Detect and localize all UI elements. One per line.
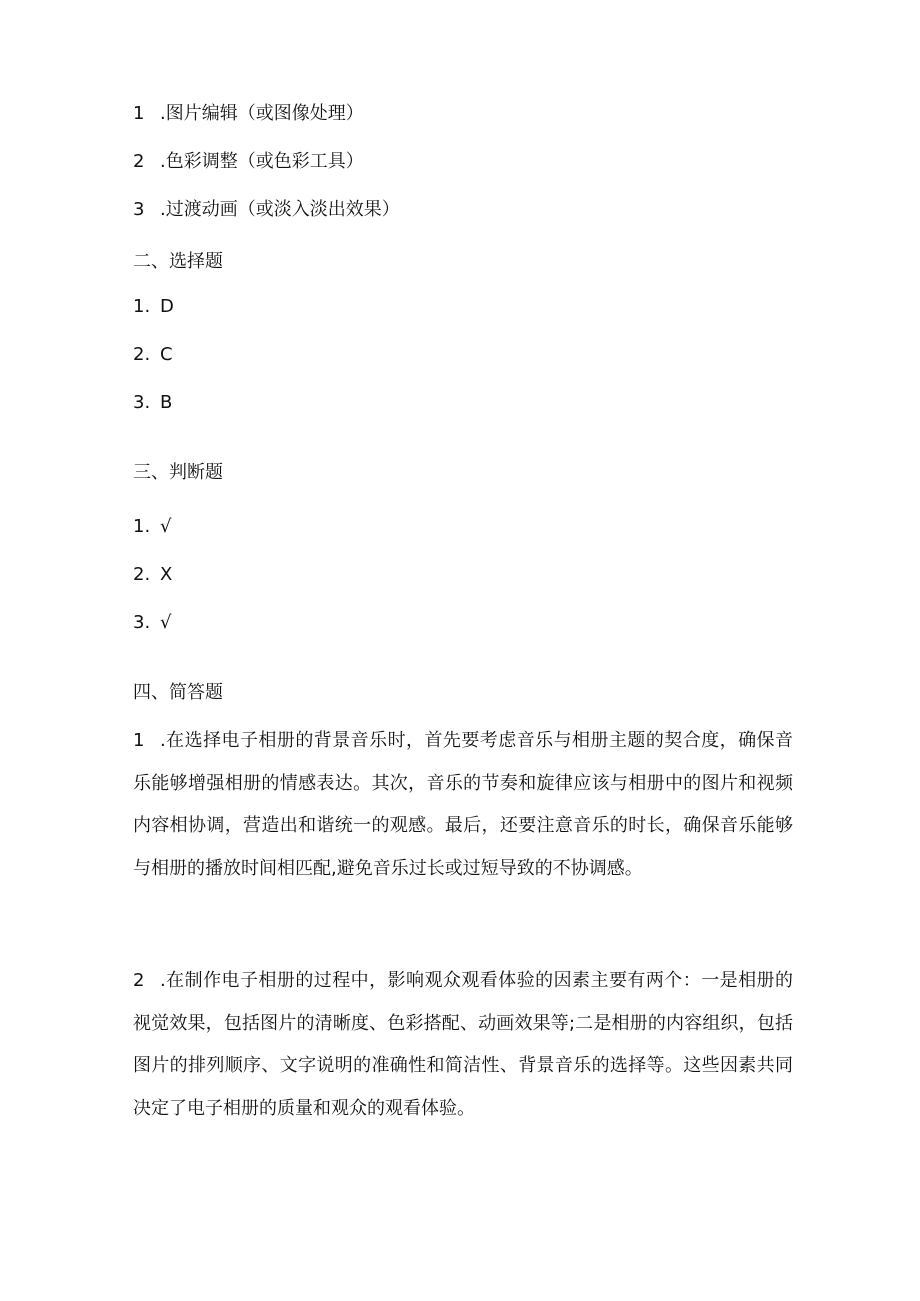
item-number: 2	[133, 970, 145, 991]
answer-text: .在选择电子相册的背景音乐时，首先要考虑音乐与相册主题的契合度，确保音乐能够增强相册的情感表达。其次，音乐的节奏和旋律应该与相册中的图片和视频内容相协调，营造出和谐统一的观感。最后，还要注意音乐的时长，确保音乐能够与相册的播放时间相匹配,避免音乐过长或过短导致的不协调感。	[133, 730, 793, 879]
answer-paragraph	[133, 720, 793, 890]
answer-line	[133, 150, 364, 174]
item-text: .图片编辑（或图像处理）	[160, 103, 364, 124]
answer-line	[133, 563, 172, 587]
item-number: 3.	[133, 392, 151, 413]
section-heading: 四、简答题	[133, 682, 223, 703]
item-number: 3.	[133, 612, 151, 633]
item-number: 1.	[133, 296, 151, 317]
answer-paragraph	[133, 960, 793, 1130]
item-number: 1.	[133, 516, 151, 537]
answer-line	[133, 198, 400, 222]
section-heading: 三、判断题	[133, 462, 223, 483]
item-number: 2.	[133, 564, 151, 585]
answer-line	[133, 102, 364, 126]
item-number: 1	[133, 103, 145, 124]
item-text: √	[160, 516, 172, 537]
answer-line	[133, 391, 172, 415]
item-text: .过渡动画（或淡入淡出效果）	[160, 199, 400, 220]
item-number: 3	[133, 199, 145, 220]
answer-line	[133, 343, 173, 367]
item-number: 2	[133, 151, 145, 172]
item-text: X	[160, 564, 173, 585]
item-number: 1	[133, 730, 145, 751]
item-number: 2.	[133, 344, 151, 365]
item-text: B	[160, 392, 173, 413]
answer-line	[133, 611, 171, 635]
item-text: D	[160, 296, 174, 317]
item-text: √	[160, 612, 172, 633]
section-heading: 二、选择题	[133, 251, 223, 272]
item-text: .色彩调整（或色彩工具）	[160, 151, 364, 172]
answer-line	[133, 295, 174, 319]
answer-text: .在制作电子相册的过程中，影响观众观看体验的因素主要有两个：一是相册的视觉效果，包括图片的清晰度、色彩搭配、动画效果等;二是相册的内容组织，包括图片的排列顺序、文字说明的准确性和简洁性、背景音乐的选择等。这些因素共同决定了电子相册的质量和观众的观看体验。	[133, 970, 793, 1119]
answer-line	[133, 515, 171, 539]
item-text: C	[160, 344, 173, 365]
